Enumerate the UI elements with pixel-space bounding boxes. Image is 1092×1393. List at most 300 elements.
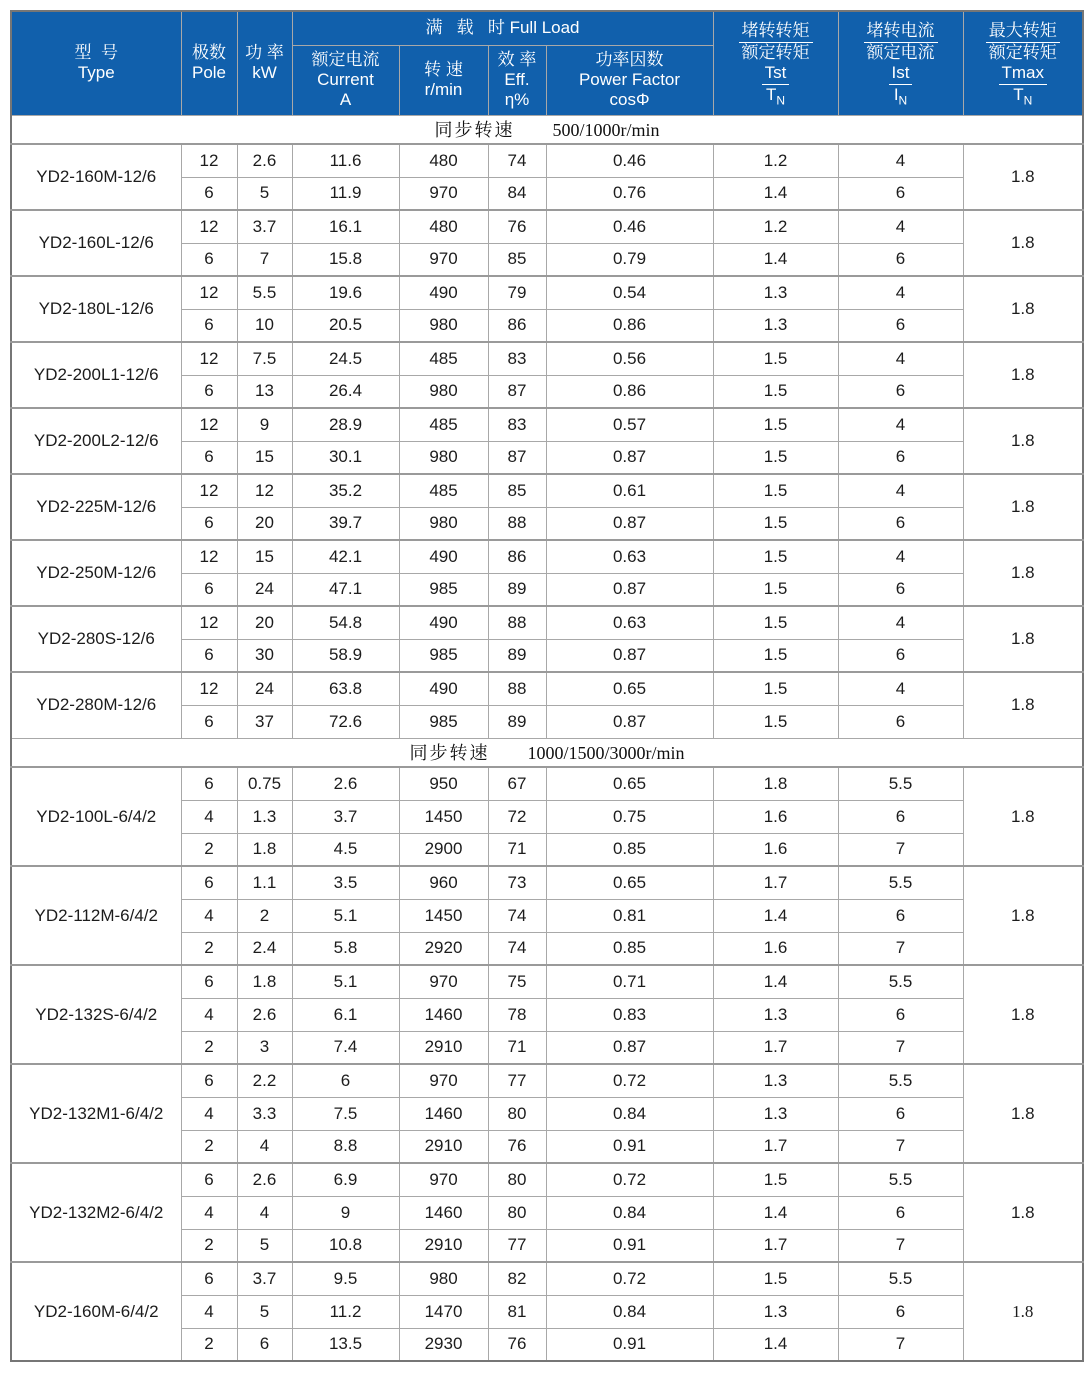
pf-value: 0.91	[546, 1130, 713, 1163]
pole-value: 12	[181, 210, 237, 243]
motor-type: YD2-132M1-6/4/2	[11, 1064, 181, 1163]
kw-value: 7	[237, 243, 292, 276]
tst-value: 1.5	[713, 639, 838, 672]
tst-value: 1.3	[713, 309, 838, 342]
header-tmax-zh-bot: 额定转矩	[988, 43, 1057, 63]
pole-value: 6	[181, 1064, 237, 1097]
motor-type: YD2-160M-12/6	[11, 144, 181, 210]
pf-value: 0.83	[546, 998, 713, 1031]
pole-value: 6	[181, 1262, 237, 1295]
header-power-zh: 功 率	[245, 43, 284, 63]
pf-value: 0.65	[546, 866, 713, 899]
motor-type: YD2-100L-6/4/2	[11, 767, 181, 866]
eff-value: 73	[488, 866, 546, 899]
ist-value: 6	[838, 1196, 963, 1229]
kw-value: 20	[237, 507, 292, 540]
pf-value: 0.87	[546, 441, 713, 474]
header-ist-zh-bot: 额定电流	[866, 43, 935, 63]
pole-value: 4	[181, 899, 237, 932]
motor-type: YD2-132M2-6/4/2	[11, 1163, 181, 1262]
current-value: 11.9	[292, 177, 399, 210]
tst-value: 1.3	[713, 276, 838, 309]
ist-value: 4	[838, 210, 963, 243]
current-value: 4.5	[292, 833, 399, 866]
header-power-en: kW	[252, 63, 277, 83]
speed-value: 950	[399, 767, 488, 800]
ist-value: 7	[838, 1031, 963, 1064]
speed-value: 980	[399, 1262, 488, 1295]
pole-value: 12	[181, 342, 237, 375]
motor-type: YD2-280S-12/6	[11, 606, 181, 672]
pf-value: 0.46	[546, 210, 713, 243]
pf-value: 0.87	[546, 639, 713, 672]
pf-value: 0.63	[546, 540, 713, 573]
table-row	[11, 1163, 1083, 1196]
header-type-en: Type	[77, 63, 115, 83]
current-value: 7.5	[292, 1097, 399, 1130]
table-row	[11, 606, 1083, 639]
ist-value: 5.5	[838, 965, 963, 998]
tmax-value: 1.8	[963, 1262, 1083, 1361]
kw-value: 4	[237, 1196, 292, 1229]
tmax-value: 1.8	[963, 540, 1083, 606]
table-row	[11, 144, 1083, 177]
speed-value: 1450	[399, 899, 488, 932]
speed-value: 2930	[399, 1328, 488, 1361]
ist-value: 4	[838, 144, 963, 177]
speed-value: 980	[399, 375, 488, 408]
header-row-1	[11, 11, 1083, 45]
pf-value: 0.91	[546, 1328, 713, 1361]
header-pole	[181, 11, 237, 115]
kw-value: 2.6	[237, 144, 292, 177]
header-current	[292, 45, 399, 115]
pole-value: 2	[181, 1229, 237, 1262]
kw-value: 3.7	[237, 1262, 292, 1295]
table-row	[11, 965, 1083, 998]
kw-value: 24	[237, 672, 292, 705]
pf-value: 0.86	[546, 375, 713, 408]
pf-value: 0.91	[546, 1229, 713, 1262]
tst-value: 1.5	[713, 606, 838, 639]
table-header	[11, 11, 1083, 115]
table-row	[11, 1064, 1083, 1097]
tmax-value: 1.8	[963, 210, 1083, 276]
header-ist-ratio	[838, 11, 963, 115]
ist-value: 5.5	[838, 767, 963, 800]
speed-value: 490	[399, 540, 488, 573]
header-tmax-zh-top: 最大转矩	[986, 21, 1060, 43]
tst-value: 1.4	[713, 243, 838, 276]
current-value: 2.6	[292, 767, 399, 800]
pf-value: 0.46	[546, 144, 713, 177]
current-value: 30.1	[292, 441, 399, 474]
pf-value: 0.65	[546, 672, 713, 705]
current-value: 13.5	[292, 1328, 399, 1361]
speed-value: 980	[399, 441, 488, 474]
speed-value: 970	[399, 177, 488, 210]
pole-value: 12	[181, 276, 237, 309]
speed-value: 985	[399, 639, 488, 672]
eff-value: 84	[488, 177, 546, 210]
tmax-value: 1.8	[963, 408, 1083, 474]
table-row	[11, 1262, 1083, 1295]
kw-value: 3.3	[237, 1097, 292, 1130]
ist-value: 7	[838, 1229, 963, 1262]
table-row	[11, 866, 1083, 899]
eff-value: 85	[488, 243, 546, 276]
pole-value: 2	[181, 932, 237, 965]
header-eff-unit: η%	[504, 90, 530, 109]
eff-value: 76	[488, 210, 546, 243]
pole-value: 12	[181, 672, 237, 705]
header-speed-en: r/min	[424, 80, 463, 99]
speed-value: 980	[399, 309, 488, 342]
tst-value: 1.4	[713, 1328, 838, 1361]
section-label-zh: 同步转速	[434, 120, 515, 141]
kw-value: 2.6	[237, 998, 292, 1031]
pole-value: 6	[181, 1163, 237, 1196]
current-value: 54.8	[292, 606, 399, 639]
kw-value: 1.8	[237, 833, 292, 866]
ist-value: 6	[838, 309, 963, 342]
ist-value: 6	[838, 573, 963, 606]
ist-value: 6	[838, 639, 963, 672]
header-eff	[488, 45, 546, 115]
tmax-value: 1.8	[963, 342, 1083, 408]
header-type-zh: 型 号	[74, 43, 118, 63]
pf-value: 0.75	[546, 800, 713, 833]
pf-value: 0.71	[546, 965, 713, 998]
ist-value: 6	[838, 507, 963, 540]
tst-value: 1.5	[713, 573, 838, 606]
pole-value: 2	[181, 1130, 237, 1163]
current-value: 5.1	[292, 965, 399, 998]
kw-value: 24	[237, 573, 292, 606]
tst-value: 1.6	[713, 833, 838, 866]
motor-type: YD2-160L-12/6	[11, 210, 181, 276]
eff-value: 88	[488, 507, 546, 540]
pf-value: 0.76	[546, 177, 713, 210]
kw-value: 37	[237, 705, 292, 738]
header-tmax-ratio	[963, 11, 1083, 115]
header-tst-zh-bot: 额定转矩	[741, 43, 810, 63]
header-pole-zh: 极数	[192, 43, 226, 63]
speed-value: 985	[399, 705, 488, 738]
tmax-value: 1.8	[963, 144, 1083, 210]
table-row	[11, 408, 1083, 441]
section-row	[11, 115, 1083, 144]
eff-value: 89	[488, 639, 546, 672]
header-pf-zh: 功率因数	[595, 50, 664, 69]
pole-value: 2	[181, 1328, 237, 1361]
header-tst-sym: Tst	[762, 63, 790, 85]
current-value: 3.5	[292, 866, 399, 899]
table-row	[11, 540, 1083, 573]
tst-value: 1.5	[713, 1163, 838, 1196]
eff-value: 72	[488, 800, 546, 833]
header-current-en: Current	[317, 70, 374, 89]
kw-value: 15	[237, 540, 292, 573]
table-row	[11, 276, 1083, 309]
section-row	[11, 738, 1083, 767]
ist-value: 6	[838, 441, 963, 474]
speed-value: 970	[399, 965, 488, 998]
eff-value: 74	[488, 144, 546, 177]
eff-value: 77	[488, 1229, 546, 1262]
eff-value: 88	[488, 606, 546, 639]
ist-value: 6	[838, 243, 963, 276]
pf-value: 0.57	[546, 408, 713, 441]
ist-value: 7	[838, 932, 963, 965]
pf-value: 0.85	[546, 833, 713, 866]
current-value: 5.1	[292, 899, 399, 932]
section-label-zh: 同步转速	[409, 743, 490, 764]
eff-value: 85	[488, 474, 546, 507]
tmax-value: 1.8	[963, 672, 1083, 738]
pole-value: 6	[181, 767, 237, 800]
speed-value: 1460	[399, 1196, 488, 1229]
ist-value: 6	[838, 705, 963, 738]
header-ist-zh-top: 堵转电流	[864, 21, 938, 43]
tmax-value: 1.8	[963, 965, 1083, 1064]
header-power	[237, 11, 292, 115]
pf-value: 0.56	[546, 342, 713, 375]
ist-value: 6	[838, 1097, 963, 1130]
motor-type: YD2-250M-12/6	[11, 540, 181, 606]
current-value: 15.8	[292, 243, 399, 276]
pole-value: 6	[181, 639, 237, 672]
pole-value: 12	[181, 474, 237, 507]
eff-value: 82	[488, 1262, 546, 1295]
pole-value: 4	[181, 1196, 237, 1229]
tmax-value: 1.8	[963, 276, 1083, 342]
header-current-unit: A	[339, 90, 352, 109]
pole-value: 6	[181, 965, 237, 998]
table-body	[11, 115, 1083, 1361]
speed-value: 960	[399, 866, 488, 899]
kw-value: 7.5	[237, 342, 292, 375]
pf-value: 0.72	[546, 1064, 713, 1097]
section-label	[11, 115, 1083, 144]
eff-value: 67	[488, 767, 546, 800]
table-row	[11, 474, 1083, 507]
kw-value: 30	[237, 639, 292, 672]
eff-value: 77	[488, 1064, 546, 1097]
kw-value: 5	[237, 177, 292, 210]
speed-value: 490	[399, 672, 488, 705]
pf-value: 0.54	[546, 276, 713, 309]
header-tst-zh-top: 堵转转矩	[739, 21, 813, 43]
eff-value: 87	[488, 441, 546, 474]
tst-value: 1.4	[713, 177, 838, 210]
header-pf-en: Power Factor	[578, 70, 681, 89]
tst-value: 1.3	[713, 1097, 838, 1130]
eff-value: 78	[488, 998, 546, 1031]
current-value: 3.7	[292, 800, 399, 833]
speed-value: 485	[399, 474, 488, 507]
pole-value: 6	[181, 705, 237, 738]
motor-type: YD2-160M-6/4/2	[11, 1262, 181, 1361]
tst-value: 1.5	[713, 1262, 838, 1295]
ist-value: 6	[838, 998, 963, 1031]
speed-value: 2910	[399, 1031, 488, 1064]
current-value: 58.9	[292, 639, 399, 672]
eff-value: 81	[488, 1295, 546, 1328]
tmax-value: 1.8	[963, 866, 1083, 965]
tst-value: 1.5	[713, 540, 838, 573]
ist-value: 6	[838, 899, 963, 932]
eff-value: 76	[488, 1130, 546, 1163]
pole-value: 6	[181, 441, 237, 474]
current-value: 20.5	[292, 309, 399, 342]
ist-value: 7	[838, 1328, 963, 1361]
eff-value: 80	[488, 1097, 546, 1130]
ist-value: 5.5	[838, 1262, 963, 1295]
current-value: 9.5	[292, 1262, 399, 1295]
tst-value: 1.4	[713, 965, 838, 998]
speed-value: 485	[399, 408, 488, 441]
ist-value: 5.5	[838, 1163, 963, 1196]
motor-type: YD2-132S-6/4/2	[11, 965, 181, 1064]
pole-value: 12	[181, 408, 237, 441]
pf-value: 0.84	[546, 1295, 713, 1328]
kw-value: 10	[237, 309, 292, 342]
pole-value: 4	[181, 1097, 237, 1130]
header-current-zh: 额定电流	[311, 50, 380, 69]
current-value: 28.9	[292, 408, 399, 441]
pole-value: 6	[181, 573, 237, 606]
tst-value: 1.7	[713, 1130, 838, 1163]
pole-value: 4	[181, 998, 237, 1031]
kw-value: 6	[237, 1328, 292, 1361]
speed-value: 1470	[399, 1295, 488, 1328]
header-eff-en: Eff.	[504, 70, 530, 89]
ist-value: 4	[838, 606, 963, 639]
ist-value: 4	[838, 672, 963, 705]
header-pf	[546, 45, 713, 115]
current-value: 5.8	[292, 932, 399, 965]
ist-value: 5.5	[838, 1064, 963, 1097]
kw-value: 5	[237, 1295, 292, 1328]
current-value: 42.1	[292, 540, 399, 573]
table-row	[11, 210, 1083, 243]
tst-value: 1.5	[713, 375, 838, 408]
pf-value: 0.87	[546, 507, 713, 540]
tmax-value: 1.8	[963, 474, 1083, 540]
motor-type: YD2-112M-6/4/2	[11, 866, 181, 965]
ist-value: 4	[838, 474, 963, 507]
current-value: 16.1	[292, 210, 399, 243]
current-value: 7.4	[292, 1031, 399, 1064]
tst-value: 1.7	[713, 1031, 838, 1064]
kw-value: 2.2	[237, 1064, 292, 1097]
eff-value: 80	[488, 1163, 546, 1196]
pf-value: 0.87	[546, 573, 713, 606]
kw-value: 1.3	[237, 800, 292, 833]
motor-spec-table	[10, 10, 1084, 1362]
kw-value: 3	[237, 1031, 292, 1064]
current-value: 35.2	[292, 474, 399, 507]
tst-value: 1.5	[713, 441, 838, 474]
pole-value: 6	[181, 177, 237, 210]
speed-value: 980	[399, 507, 488, 540]
eff-value: 79	[488, 276, 546, 309]
header-tst-ratio	[713, 11, 838, 115]
pf-value: 0.87	[546, 705, 713, 738]
tst-value: 1.2	[713, 210, 838, 243]
current-value: 8.8	[292, 1130, 399, 1163]
header-ist-sym: Ist	[889, 63, 913, 85]
pf-value: 0.72	[546, 1262, 713, 1295]
ist-value: 4	[838, 342, 963, 375]
header-tmax-denominator: $T_N$	[1013, 85, 1033, 108]
current-value: 39.7	[292, 507, 399, 540]
header-pf-unit: cosΦ	[609, 90, 650, 109]
current-value: 72.6	[292, 705, 399, 738]
tst-value: 1.4	[713, 899, 838, 932]
tst-value: 1.6	[713, 932, 838, 965]
speed-value: 970	[399, 1064, 488, 1097]
pf-value: 0.72	[546, 1163, 713, 1196]
current-value: 19.6	[292, 276, 399, 309]
tst-value: 1.3	[713, 998, 838, 1031]
kw-value: 4	[237, 1130, 292, 1163]
tmax-value: 1.8	[963, 606, 1083, 672]
eff-value: 86	[488, 309, 546, 342]
section-speeds: 500/1000r/min	[552, 120, 660, 141]
ist-value: 4	[838, 540, 963, 573]
pole-value: 12	[181, 606, 237, 639]
kw-value: 2	[237, 899, 292, 932]
motor-type: YD2-200L1-12/6	[11, 342, 181, 408]
current-value: 11.2	[292, 1295, 399, 1328]
ist-value: 7	[838, 833, 963, 866]
speed-value: 2910	[399, 1130, 488, 1163]
kw-value: 3.7	[237, 210, 292, 243]
tst-value: 1.2	[713, 144, 838, 177]
kw-value: 20	[237, 606, 292, 639]
current-value: 9	[292, 1196, 399, 1229]
eff-value: 87	[488, 375, 546, 408]
tmax-value: 1.8	[963, 1064, 1083, 1163]
pf-value: 0.81	[546, 899, 713, 932]
eff-value: 71	[488, 833, 546, 866]
current-value: 6	[292, 1064, 399, 1097]
kw-value: 9	[237, 408, 292, 441]
header-ist-denominator: $I_N$	[893, 85, 908, 108]
speed-value: 1460	[399, 998, 488, 1031]
kw-value: 5.5	[237, 276, 292, 309]
header-eff-zh: 效 率	[497, 50, 537, 69]
motor-type: YD2-280M-12/6	[11, 672, 181, 738]
current-value: 6.9	[292, 1163, 399, 1196]
speed-value: 985	[399, 573, 488, 606]
eff-value: 74	[488, 899, 546, 932]
tst-value: 1.8	[713, 767, 838, 800]
table-row	[11, 342, 1083, 375]
section-label	[11, 738, 1083, 767]
current-value: 26.4	[292, 375, 399, 408]
motor-type: YD2-225M-12/6	[11, 474, 181, 540]
tst-value: 1.5	[713, 408, 838, 441]
tst-value: 1.7	[713, 866, 838, 899]
header-full-load-zh: 满 载 时	[425, 18, 505, 38]
speed-value: 2920	[399, 932, 488, 965]
pf-value: 0.84	[546, 1097, 713, 1130]
pole-value: 6	[181, 507, 237, 540]
eff-value: 83	[488, 408, 546, 441]
